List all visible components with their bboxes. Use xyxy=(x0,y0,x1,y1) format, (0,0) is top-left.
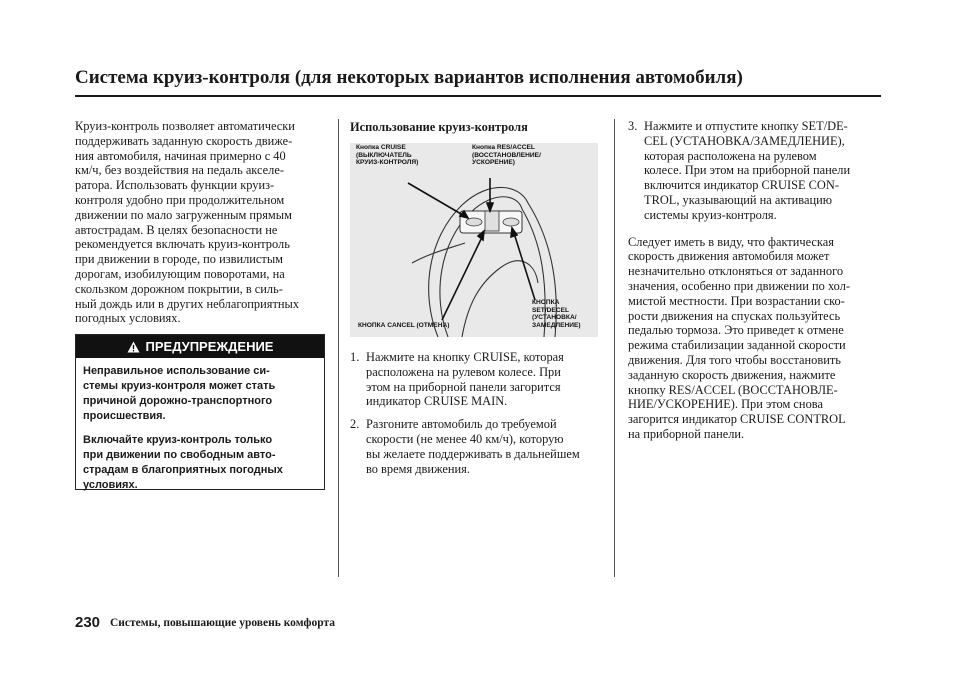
note-paragraph: Следует иметь в виду, что фактическая скорость движения автомобиля может незначительно отклоняться от заданного значения, особенно при движении по хол- мистой местности. При возрастании ско- рости движения на спусках пользуйтесь педалью тормоза. Это приведет к отмене режима стабилизации заданной скорости движения. Для того чтобы восстановить заданную скорость движения, нажмите кнопку RES/ACCEL (ВОССТАНОВЛЕ- НИЕ/УСКОРЕНИЕ). При этом снова загорится индикатор CRUISE CONTROL на приборной панели. xyxy=(628,234,851,441)
label-set-decel-button: КНОПКА SET/DECEL (УСТАНОВКА/ ЗАМЕДЛЕНИЕ) xyxy=(532,299,581,329)
column-divider-1 xyxy=(338,119,339,577)
intro-line: ратора. Использовать функции круиз- xyxy=(75,178,275,193)
page-title: Система круиз-контроля (для некоторых вариантов исполнения автомобиля) xyxy=(75,67,743,88)
intro-line: контроля удобно при продолжительном xyxy=(75,192,285,207)
page-number: 230 xyxy=(75,614,101,631)
steps-list xyxy=(350,350,605,484)
intro-line: Круиз-контроль позволяет автоматически xyxy=(75,119,295,133)
warning-header xyxy=(76,335,324,358)
intro-line: при движении в городе, по извилистым xyxy=(75,252,284,267)
label-cancel-button: КНОПКА CANCEL (ОТМЕНА) xyxy=(358,322,450,329)
label-res-accel-button: Кнопка RES/ACCEL (ВОССТАНОВЛЕНИЕ/ УСКОРЕНИЕ) xyxy=(472,144,541,166)
column-divider-2 xyxy=(614,119,615,577)
list-item: 2. Разгоните автомобиль до требуемой скорости (не менее 40 км/ч), которую вы желаете поддерживать в дальнейшем во время движения. xyxy=(350,417,580,476)
list-item: 1. Нажмите на кнопку CRUISE, которая расположена на рулевом колесе. При этом на приборной панели загорится индикатор CRUISE MAIN. xyxy=(350,350,564,409)
intro-line: рекомендуется включать круиз-контроль xyxy=(75,237,290,252)
warning-body xyxy=(76,358,324,508)
warning-heading: ПРЕДУПРЕЖДЕНИЕ xyxy=(145,339,274,354)
intro-line: движении по мало загруженным прямым xyxy=(75,207,292,222)
intro-line: автострадам. В целях безопасности не xyxy=(75,222,278,237)
intro-line: скользком дорожном покрытии, в силь- xyxy=(75,281,283,296)
warning-box xyxy=(75,334,325,490)
column-3 xyxy=(628,119,878,442)
intro-line: дорогам, изобилующим поворотами, на xyxy=(75,266,285,281)
warning-paragraph-1: Неправильное использование си- стемы круиз-контроля может стать причиной дорожно-транспортного происшествия. xyxy=(83,365,276,422)
intro-paragraph xyxy=(75,119,325,326)
intro-line: поддерживать заданную скорость движе- xyxy=(75,133,293,148)
section-name: Системы, повышающие уровень комфорта xyxy=(110,617,336,629)
list-item: 3. Нажмите и отпустите кнопку SET/DE- CEL (УСТАНОВКА/ЗАМЕДЛЕНИЕ), которая расположена на рулевом колесе. При этом на приборной панели включится индикатор CRUISE CON- TROL, указывающий на активацию системы круиз-контроля. xyxy=(628,119,851,222)
label-cruise-button: Кнопка CRUISE (ВЫКЛЮЧАТЕЛЬ КРУИЗ-КОНТРОЛЯ) xyxy=(356,144,419,166)
usage-heading: Использование круиз-контроля xyxy=(350,120,528,134)
steering-wheel-figure xyxy=(350,143,598,337)
intro-line: ния автомобиля, начиная примерно с 40 xyxy=(75,148,286,163)
intro-line: погодных условиях. xyxy=(75,311,181,326)
warning-triangle-icon xyxy=(127,341,140,353)
intro-line: ный дождь или в других неблагоприятных xyxy=(75,296,300,311)
warning-paragraph-2: Включайте круиз-контроль только при движении по свободным авто- страдам в благоприятных погодных условиях. xyxy=(83,434,283,491)
title-rule xyxy=(75,95,881,97)
intro-line: км/ч, без воздействия на педаль акселе- xyxy=(75,163,284,178)
